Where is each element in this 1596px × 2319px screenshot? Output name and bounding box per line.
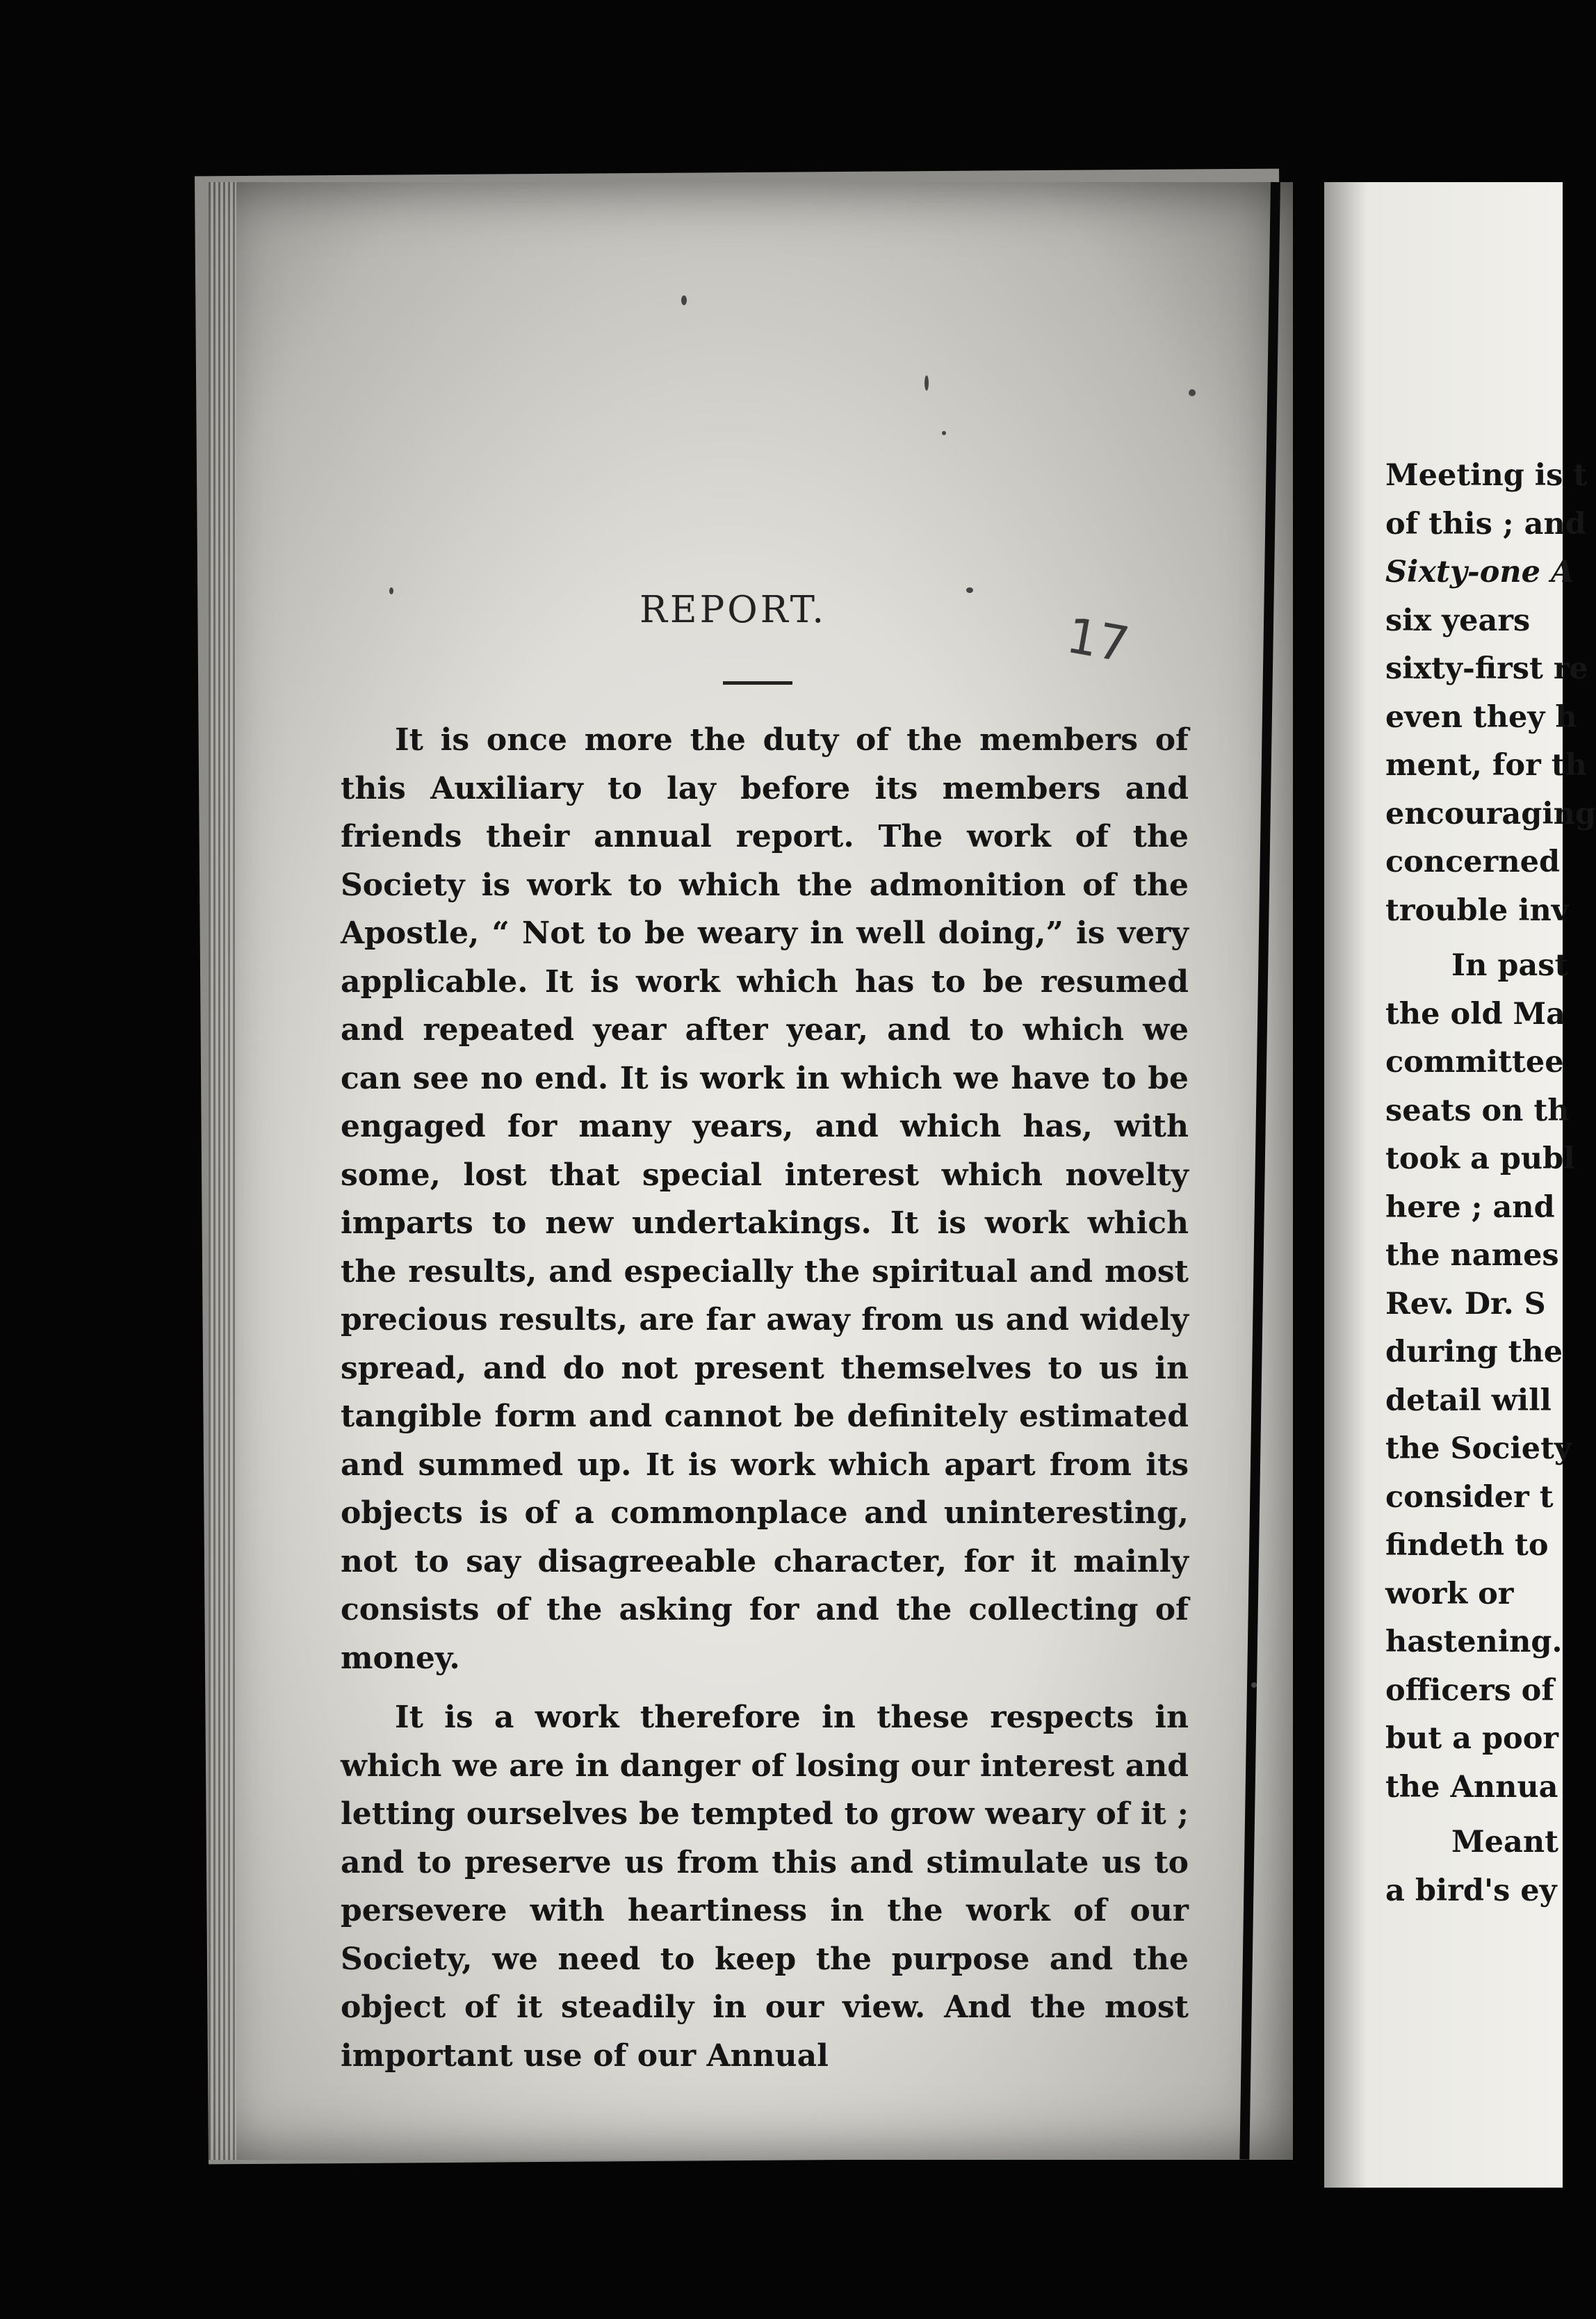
right-line: the Annua [1385, 1769, 1558, 1805]
right-line: detail will [1385, 1383, 1552, 1418]
right-line: seats on th [1385, 1093, 1570, 1128]
speck [681, 295, 687, 305]
right-line: the names [1385, 1238, 1559, 1273]
right-line: Sixty-one A [1385, 555, 1574, 589]
report-body [341, 716, 1189, 2080]
right-line: the old Ma [1385, 996, 1565, 1032]
right-line: officers of [1385, 1673, 1554, 1708]
page-stack-edge [209, 182, 236, 2160]
page-heading: REPORT. [640, 589, 827, 631]
right-line: of this ; and [1385, 506, 1586, 542]
right-line: during the [1385, 1335, 1563, 1369]
right-line: hastening. [1385, 1625, 1563, 1659]
right-line: encouraging [1385, 796, 1596, 831]
right-line: the Society [1385, 1431, 1572, 1466]
right-line: took a publ [1385, 1141, 1575, 1176]
heading-rule [723, 681, 792, 685]
speck [925, 375, 929, 391]
handwritten-annotation: 17 [1062, 606, 1134, 674]
right-line: work or [1385, 1576, 1514, 1611]
right-line: findeth to [1385, 1528, 1549, 1563]
right-line: In past [1451, 948, 1569, 983]
right-line: sixty-first re [1385, 651, 1588, 686]
right-line: committee [1385, 1045, 1564, 1080]
right-line: consider t [1385, 1479, 1554, 1515]
right-line: ment, for th [1385, 748, 1587, 783]
right-line: Meant [1451, 1825, 1558, 1860]
right-page-text [1385, 452, 1594, 1915]
right-line: six years [1385, 603, 1531, 638]
right-line: concerned [1385, 845, 1561, 879]
right-line: even they h [1385, 699, 1577, 735]
speck [1251, 1682, 1257, 1688]
speck [1189, 389, 1196, 396]
speck [966, 587, 973, 593]
right-line: here ; and [1385, 1189, 1555, 1225]
right-line: Rev. Dr. S [1385, 1286, 1546, 1321]
speck [942, 431, 946, 435]
speck [389, 587, 393, 594]
right-line: a bird's ey [1385, 1873, 1557, 1908]
right-line: Meeting is t [1385, 458, 1588, 493]
paragraph-2: It is a work therefore in these respects in which we are in danger of losing our interest and letting ourselves be tempted to grow weary of it ; and to preserve us from this and stimulate us to persevere with heartiness in the work of our Society, we need to keep the purpose and the object of it steadily in our view. And the most important use of our Annual [341, 1700, 1189, 2074]
right-line: trouble inv [1385, 893, 1569, 928]
right-line: but a poor [1385, 1721, 1559, 1756]
paragraph-1: It is once more the duty of the members of this Auxiliary to lay before its members and friends their annual report. The work of the Society is work to which the admonition of the Apostle, “ Not to be weary in well doing,” is very applicable. It is work which has to be resumed and repeated year after year, and to which we can see no end. It is work in which we have to be engaged for many years, and which has, with some, lost that special interest which novelty imparts to new undertakings. It is work which the results, and especially the spiritual and most precious results, are far away from us and widely spread, and do not present themselves to us in tangible form and cannot be definitely estimated and summed up. It is work which apart from its objects is of a commonplace and uninteresting, not to say disagreeable character, for it mainly consists of the asking for and the collecting of money. [341, 722, 1189, 1676]
